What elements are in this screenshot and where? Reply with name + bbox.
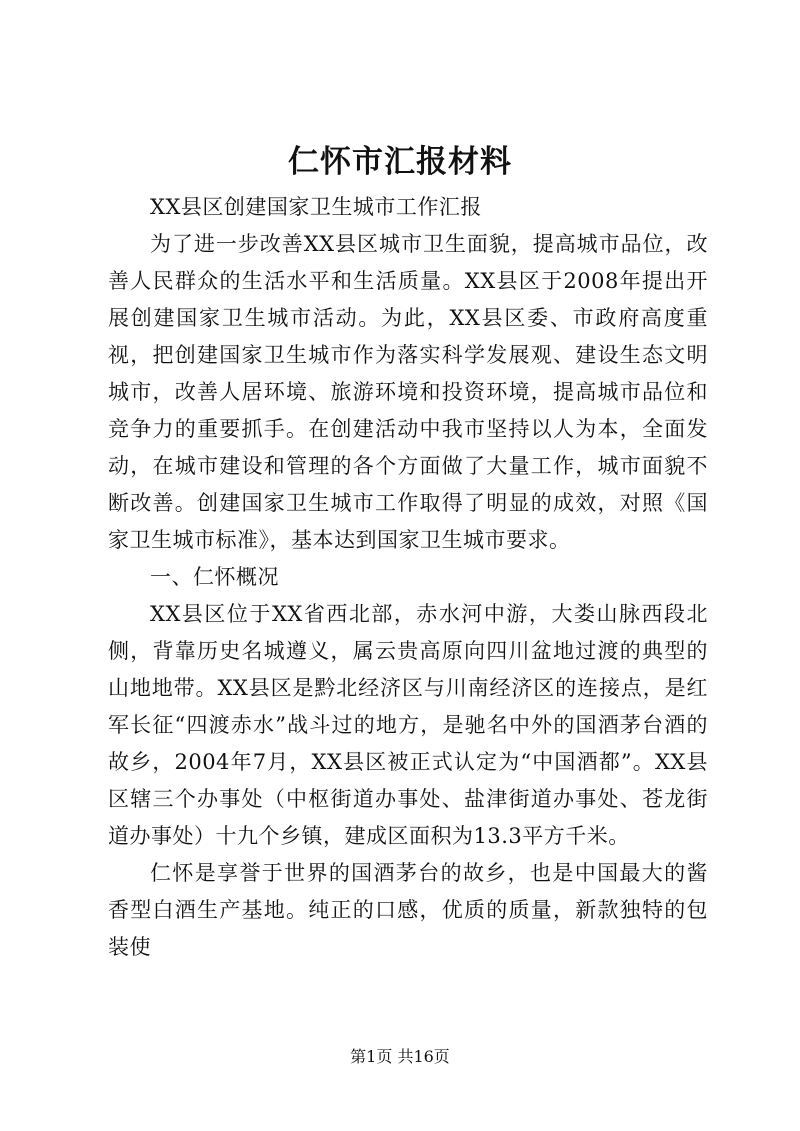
paragraph-intro: 为了进一步改善XX县区城市卫生面貌，提高城市品位，改善人民群众的生活水平和生活质量。XX县区于2008年提出开展创建国家卫生城市活动。为此，XX县区委、市政府高度重视，把创建国家卫生城市作为落实科学发展观、建设生态文明城市，改善人居环境、旅游环境和投资环境，提高城市品位和竞争力的重要抓手。在创建活动中我市坚持以人为本，全面发动，在城市建设和管理的各个方面做了大量工作，城市面貌不断改善。创建国家卫生城市工作取得了明显的成效，对照《国家卫生城市标准》，基本达到国家卫生城市要求。 [108,232,708,552]
document-title: 仁怀市汇报材料 [288,144,512,180]
document-body [108,189,708,966]
section-heading-overview: 一、仁怀概况 [150,565,279,589]
paragraph-overview: XX县区位于XX省西北部，赤水河中游，大娄山脉西段北侧，背靠历史名城遵义，属云贵高原向四川盆地过渡的典型的山地地带。XX县区是黔北经济区与川南经济区的连接点，是红军长征“四渡赤水”战斗过的地方，是驰名中外的国酒茅台酒的故乡，2004年7月，XX县区被正式认定为“中国酒都”。XX县区辖三个办事处（中枢街道办事处、盐津街道办事处、苍龙街道办事处）十九个乡镇，建成区面积为13.3平方千米。 [108,602,708,848]
paragraph-liquor: 仁怀是享誉于世界的国酒茅台的故乡，也是中国最大的酱香型白酒生产基地。纯正的口感，优质的质量，新款独特的包装使 [108,861,708,959]
paragraph-subtitle: XX县区创建国家卫生城市工作汇报 [150,195,482,219]
page-footer: 第1页 共16页 [350,1047,450,1066]
